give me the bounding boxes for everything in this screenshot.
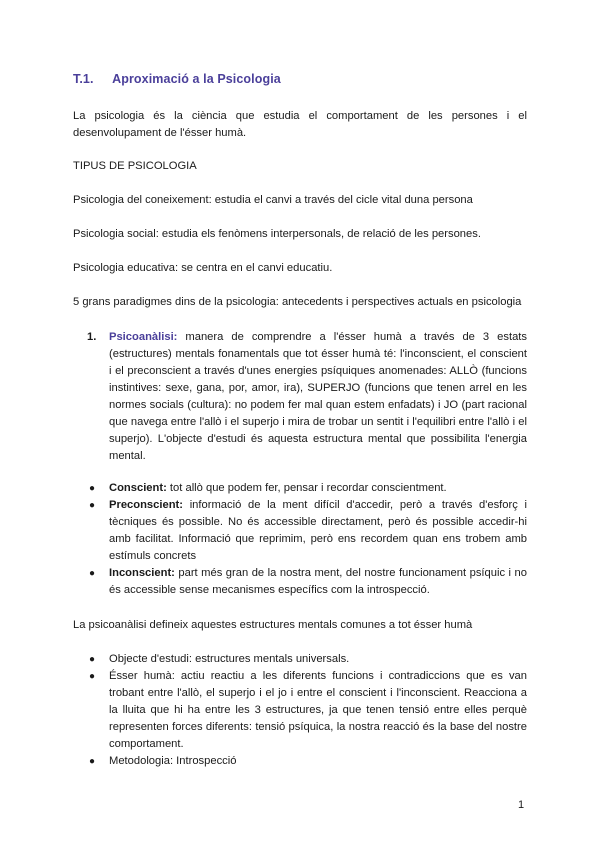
bullet-icon: ●: [89, 500, 96, 511]
list-item: [87, 480, 527, 497]
term-psychoanalysis: Psicoanàlisi:: [109, 331, 178, 343]
define-paragraph: La psicoanàlisi defineix aquestes estructures mentals comunes a tot ésser humà: [73, 619, 473, 631]
type-educational: Psicologia educativa: se centra en el canvi educatiu.: [73, 262, 333, 274]
list-number: 1.: [87, 331, 97, 343]
definition-human: Ésser humà: actiu reactiu a les diferents funcions i contradiccions que es van trobant entre l'allò, el superjo i el jo i entre el conscient i l'inconscient. Reacciona a la lluita que hi ha entre les 3 estructures, ja que tenen tensió entre elles perquè representen forces diferents: tensió psíquica, la nostra reacció és la base del nostre comportament.: [109, 670, 527, 750]
numbered-list-item: [87, 329, 527, 465]
list-item: [87, 753, 527, 770]
bullet-icon: ●: [89, 671, 96, 682]
mental-states-list: [87, 480, 527, 599]
paradigms-intro: 5 grans paradigmes dins de la psicologia: antecedents i perspectives actuals en psicologia: [73, 296, 522, 308]
list-item: [87, 565, 527, 599]
bullet-icon: ●: [89, 654, 96, 665]
unconscious-description: part més gran de la nostra ment, del nostre funcionament psíquic i no és accessible sense mecanismes específics com la introspecció.: [109, 567, 527, 596]
bullet-icon: ●: [89, 756, 96, 767]
definition-methodology: Metodologia: Introspecció: [109, 755, 237, 767]
section-heading: [73, 72, 533, 86]
definition-object: Objecte d'estudi: estructures mentals universals.: [109, 653, 350, 665]
preconscious-description: informació de la ment difícil d'accedir, però a través d'esforç i tècniques és possible. No és accessible directament, però és possible accedir-hi amb facilitat. Informació que reprimim, però ens recordem quan ens trobem amb estímuls concrets: [109, 499, 527, 562]
psychoanalysis-description: manera de comprendre a l'ésser humà a través de 3 estats (estructures) mentals fonamentals que tot ésser humà té: l'inconscient, el conscient i el preconscient a través d'unes energies psíquiques anomenades: ALLÒ (funcions instintives: sexe, gana, por, amor, ira), SUPERJO (funcions que tenen arrel en les normes socials (cultura): no podem fer mal quan estem enfadats) i JO (part racional que navega entre l'allò i el superjo i mira de trobar un sentit i l'equilibri entre l'allò i el superjo). L'objecte d'estudi és aquesta estructura mental que possibilita l'energia mental.: [109, 331, 527, 462]
list-item: [87, 497, 527, 565]
bullet-icon: ●: [89, 483, 96, 494]
term-conscious: Conscient:: [109, 482, 167, 494]
definitions-list: [87, 651, 527, 770]
intro-paragraph: La psicologia és la ciència que estudia el comportament de les persones i el desenvolupament de l'ésser humà.: [73, 110, 527, 139]
conscious-description: tot allò que podem fer, pensar i recordar conscientment.: [166, 482, 447, 494]
term-unconscious: Inconscient:: [109, 567, 175, 579]
bullet-icon: ●: [89, 568, 96, 579]
types-title: TIPUS DE PSICOLOGIA: [73, 160, 197, 172]
page-number: 1: [518, 799, 525, 811]
list-item: [87, 651, 527, 668]
list-item: [87, 668, 527, 753]
type-knowledge: Psicologia del coneixement: estudia el canvi a través del cicle vital duna persona: [73, 194, 473, 206]
section-number: T.1.: [73, 72, 94, 86]
section-title: Aproximació a la Psicologia: [112, 72, 281, 86]
type-social: Psicologia social: estudia els fenòmens interpersonals, de relació de les persones.: [73, 228, 481, 240]
term-preconscious: Preconscient:: [109, 499, 183, 511]
